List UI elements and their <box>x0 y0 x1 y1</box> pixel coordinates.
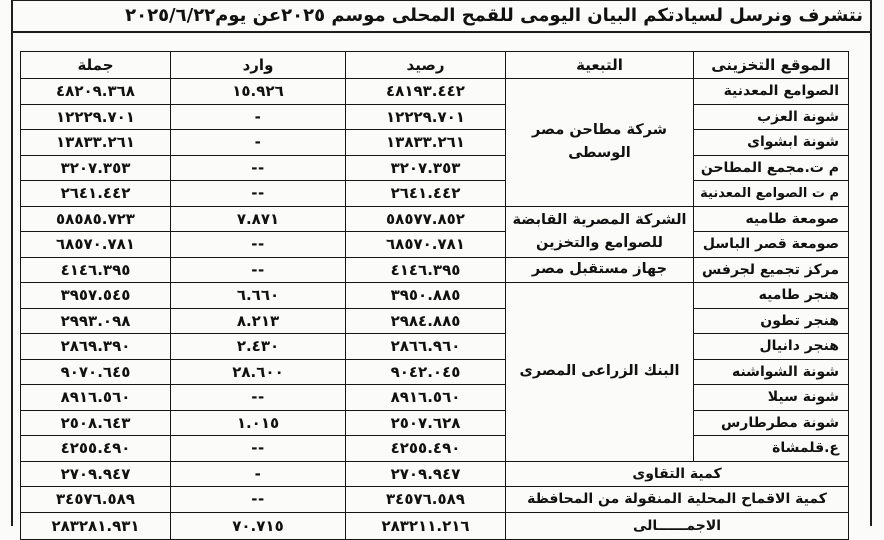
location-cell <box>694 206 849 232</box>
total-cell: ٤١٤٦.٣٩٥ <box>21 257 171 283</box>
total-cell: ٣٩٥٧.٥٤٥ <box>21 283 171 309</box>
affiliation-cell <box>506 206 694 257</box>
incoming-cell: -- <box>171 436 346 462</box>
location-label: شونة سيلا <box>767 389 839 406</box>
balance-cell: ٢٧٠٩.٩٤٧ <box>346 461 506 487</box>
location-label: هنجر دانيال <box>759 338 839 355</box>
balance-cell: ٣٢٠٧.٣٥٣ <box>346 155 506 181</box>
total-cell: ٣٢٠٧.٣٥٣ <box>21 155 171 181</box>
transferred-wheat-row <box>21 487 849 513</box>
balance-cell: ٥٨٥٧٧.٨٥٢ <box>346 206 506 232</box>
table-row <box>21 104 849 130</box>
total-cell: ٢٨٦٩.٣٩٠ <box>21 334 171 360</box>
location-cell <box>694 232 849 258</box>
location-cell <box>694 79 849 105</box>
balance-cell: ٣٩٥٠.٨٨٥ <box>346 283 506 309</box>
header-total: جملة <box>21 52 171 79</box>
table-row <box>21 79 849 105</box>
wheat-stock-table <box>20 51 849 540</box>
location-label: شونة الشواشنه <box>731 363 839 380</box>
balance-cell: ١٢٢٢٩.٧٠١ <box>346 104 506 130</box>
location-cell <box>694 155 849 181</box>
incoming-cell: -- <box>171 232 346 258</box>
total-cell: ٢٨٣٢٨١.٩٣١ <box>21 512 171 539</box>
header-row <box>21 52 849 79</box>
location-label: ع.قلمشاة <box>772 440 839 457</box>
affiliation-line: البنك الزراعى المصرى <box>519 363 680 380</box>
balance-cell: ٦٨٥٧٠.٧٨١ <box>346 232 506 258</box>
incoming-cell: -- <box>171 487 346 513</box>
summary-label: كمية الاقماح المحلية المنقولة من المحافظة <box>527 491 827 508</box>
incoming-cell: -- <box>171 155 346 181</box>
page-title: نتشرف ونرسل لسيادتكم البيان اليومى للقمح المحلى موسم ٢٠٢٥عن يوم٢٠٢٥/٦/٢٢ <box>125 5 863 26</box>
balance-cell: ٨٩١٦.٥٦٠ <box>346 385 506 411</box>
affiliation-line: شركة مطاحن مصر <box>532 122 667 139</box>
summary-label-cell <box>506 461 849 487</box>
balance-cell: ١٣٨٣٣.٢٦١ <box>346 130 506 156</box>
balance-cell: ٤١٤٦.٣٩٥ <box>346 257 506 283</box>
header-location: الموقع التخزينى <box>694 52 849 79</box>
header-incoming: وارد <box>171 52 346 79</box>
incoming-cell: -- <box>171 257 346 283</box>
total-cell: ٤٢٥٥.٤٩٠ <box>21 436 171 462</box>
location-cell <box>694 359 849 385</box>
table-row <box>21 385 849 411</box>
header-balance: رصيد <box>346 52 506 79</box>
incoming-cell: ٢٨.٦٠٠ <box>171 359 346 385</box>
location-label: شونة العزب <box>757 108 839 125</box>
incoming-cell: ٦.٦٦٠ <box>171 283 346 309</box>
balance-cell: ٢٨٦٦.٩٦٠ <box>346 334 506 360</box>
table-row <box>21 308 849 334</box>
location-cell <box>694 130 849 156</box>
table-row <box>21 232 849 258</box>
frame-left-border <box>11 0 13 526</box>
location-label: مركز تجميع لجرفس <box>702 261 839 278</box>
table-row <box>21 155 849 181</box>
grand-total-label: الاجمــــــالى <box>632 517 722 534</box>
location-label: هنجر طاميه <box>758 287 839 304</box>
balance-cell: ٤٢٥٥.٤٩٠ <box>346 436 506 462</box>
total-cell: ٢٩٩٣.٠٩٨ <box>21 308 171 334</box>
incoming-cell: ٨.٢١٣ <box>171 308 346 334</box>
location-cell <box>694 308 849 334</box>
balance-cell: ٢٥٠٧.٦٢٨ <box>346 410 506 436</box>
table-row <box>21 257 849 283</box>
total-cell: ٢٧٠٩.٩٤٧ <box>21 461 171 487</box>
total-cell: ٢٦٤١.٤٤٢ <box>21 181 171 207</box>
balance-cell: ٢٦٤١.٤٤٢ <box>346 181 506 207</box>
balance-cell: ٩٠٤٢.٠٤٥ <box>346 359 506 385</box>
location-cell <box>694 257 849 283</box>
location-cell <box>694 334 849 360</box>
total-cell: ١٢٢٢٩.٧٠١ <box>21 104 171 130</box>
total-cell: ٣٤٥٧٦.٥٨٩ <box>21 487 171 513</box>
incoming-cell: - <box>171 130 346 156</box>
title-box <box>12 0 871 33</box>
frame-right-border <box>870 0 872 526</box>
seed-quantity-row <box>21 461 849 487</box>
affiliation-line: الوسطى <box>568 145 631 162</box>
table-row <box>21 206 849 232</box>
affiliation-cell <box>506 79 694 207</box>
incoming-cell: ٢.٤٣٠ <box>171 334 346 360</box>
incoming-cell: ١٥.٩٢٦ <box>171 79 346 105</box>
table-row <box>21 410 849 436</box>
incoming-cell: - <box>171 461 346 487</box>
total-cell: ٢٥٠٨.٦٤٣ <box>21 410 171 436</box>
table-row <box>21 181 849 207</box>
location-cell <box>694 385 849 411</box>
location-label: الصوامع المعدنية <box>723 83 839 100</box>
balance-cell: ٢٩٨٤.٨٨٥ <box>346 308 506 334</box>
location-label: هنجر تطون <box>760 312 839 329</box>
location-label: م ت.مجمع المطاحن <box>700 159 839 176</box>
affiliation-cell <box>506 257 694 283</box>
table-row <box>21 436 849 462</box>
balance-cell: ٢٨٣٢١١.٢١٦ <box>346 512 506 539</box>
affiliation-line: جهاز مستقبل مصر <box>531 261 668 278</box>
total-cell: ٨٩١٦.٥٦٠ <box>21 385 171 411</box>
incoming-cell: ٧٠.٧١٥ <box>171 512 346 539</box>
header-affiliation: التبعية <box>506 52 694 79</box>
incoming-cell: - <box>171 104 346 130</box>
total-cell: ٦٨٥٧٠.٧٨١ <box>21 232 171 258</box>
table-row <box>21 359 849 385</box>
location-cell <box>694 436 849 462</box>
affiliation-cell <box>506 283 694 462</box>
table-row <box>21 334 849 360</box>
table-row <box>21 283 849 309</box>
location-cell <box>694 181 849 207</box>
location-label: شونة مطرطارس <box>720 414 839 431</box>
total-cell: ١٣٨٣٣.٢٦١ <box>21 130 171 156</box>
incoming-cell: ١.٠١٥ <box>171 410 346 436</box>
location-cell <box>694 410 849 436</box>
total-cell: ٤٨٢٠٩.٣٦٨ <box>21 79 171 105</box>
location-cell <box>694 283 849 309</box>
location-label: صومعة قصر الباسل <box>702 236 839 253</box>
total-cell: ٥٨٥٨٥.٧٢٣ <box>21 206 171 232</box>
affiliation-line: للصوامع والتخزين <box>536 234 663 251</box>
total-cell: ٩٠٧٠.٦٤٥ <box>21 359 171 385</box>
table-row <box>21 130 849 156</box>
summary-label: كمية التقاوى <box>632 465 722 482</box>
affiliation-line: الشركة المصرية القابضة <box>512 211 687 228</box>
incoming-cell: -- <box>171 385 346 411</box>
balance-cell: ٣٤٥٧٦.٥٨٩ <box>346 487 506 513</box>
location-cell <box>694 104 849 130</box>
incoming-cell: -- <box>171 181 346 207</box>
location-label: شونة ابشواى <box>747 134 839 151</box>
summary-label-cell <box>506 487 849 513</box>
balance-cell: ٤٨١٩٣.٤٤٢ <box>346 79 506 105</box>
location-label: م ت الصوامع المعدنية <box>700 186 839 202</box>
incoming-cell: ٧.٨٧١ <box>171 206 346 232</box>
location-label: صومعة طاميه <box>745 210 839 227</box>
